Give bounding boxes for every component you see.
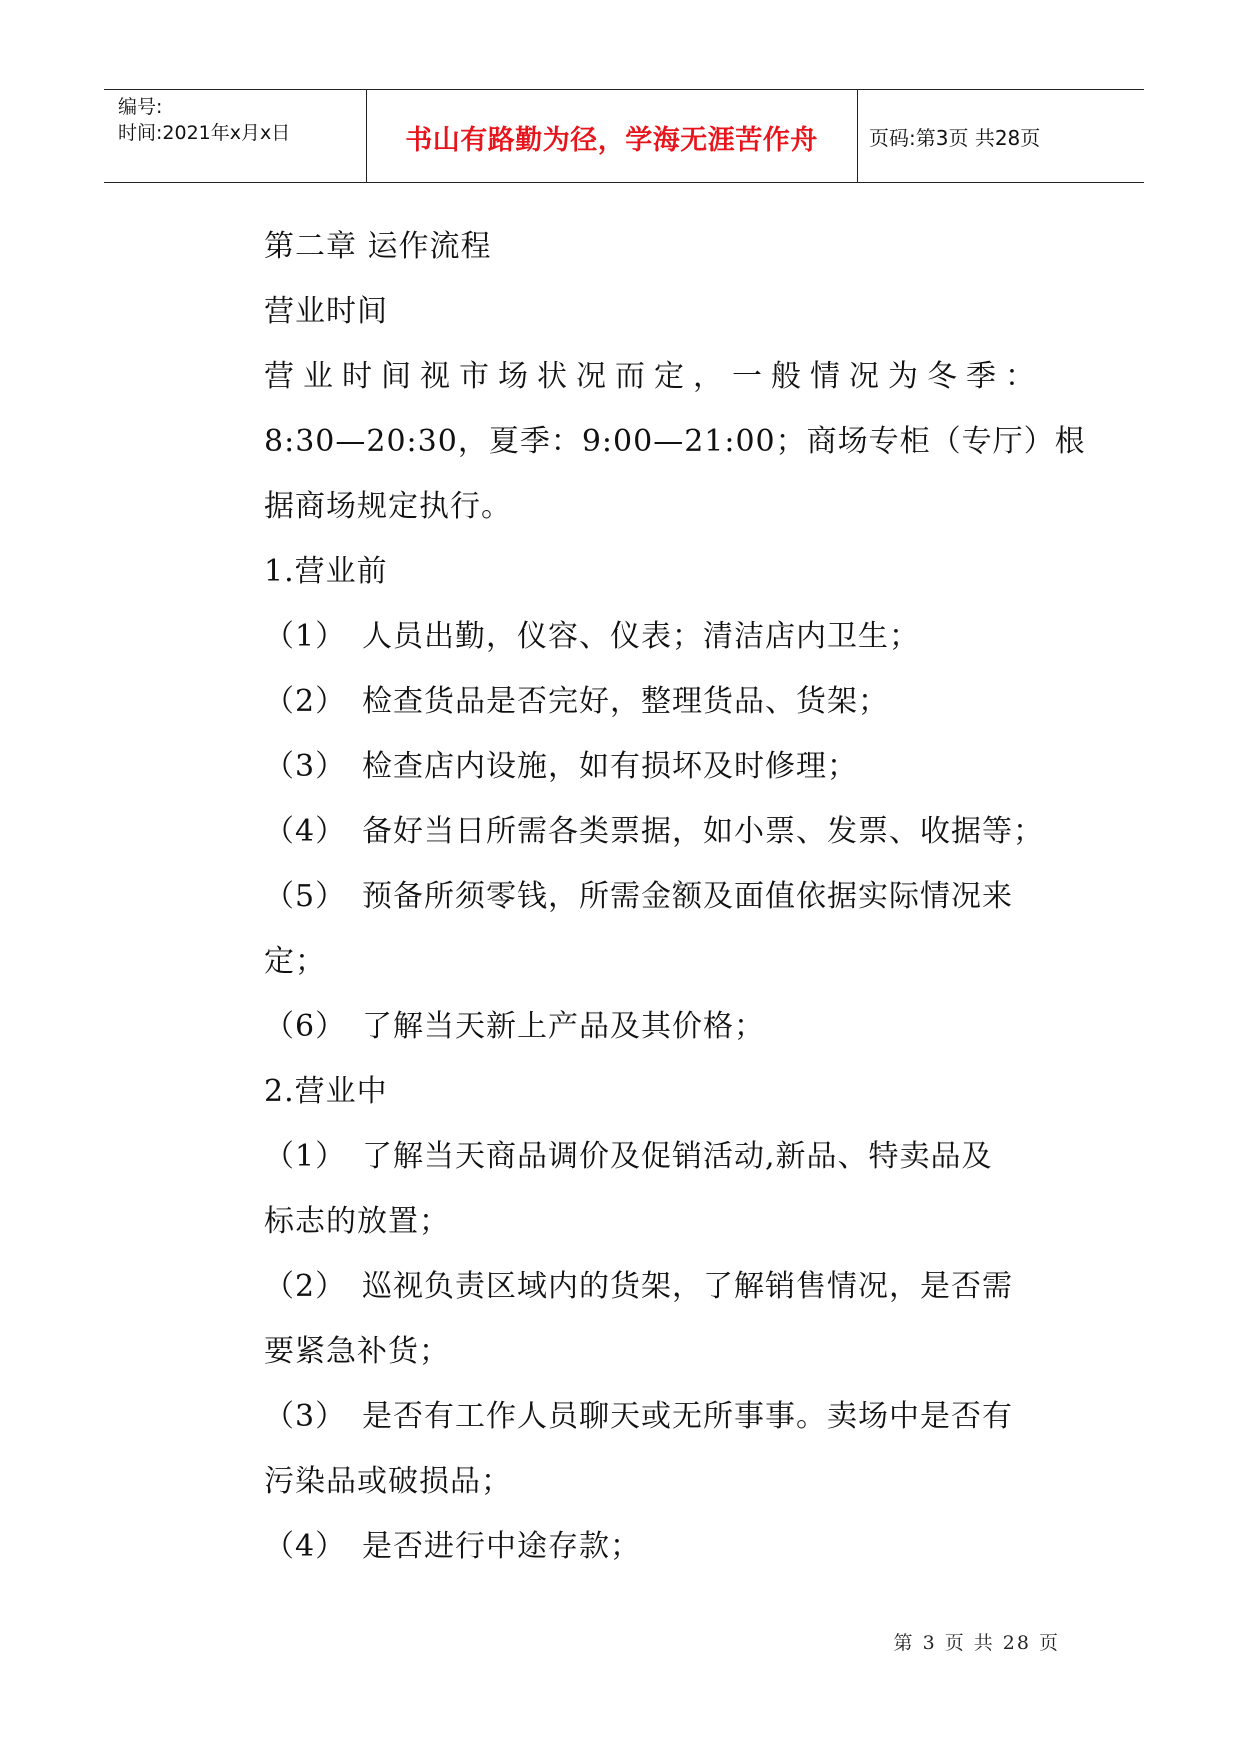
item-number: （2） — [264, 1269, 347, 1304]
item-text: 是否进行中途存款； — [362, 1529, 641, 1564]
item-text: 检查货品是否完好，整理货品、货架； — [362, 684, 889, 719]
list-item — [264, 929, 1064, 994]
list-item — [264, 669, 1064, 734]
subsection-title: 2.营业中 — [264, 1074, 388, 1109]
item-number: （6） — [264, 1009, 347, 1044]
item-number: （5） — [264, 879, 347, 914]
item-text: 巡视负责区域内的货架，了解销售情况，是否需 — [362, 1269, 1013, 1304]
list-item — [264, 1319, 1064, 1384]
list-item — [264, 1384, 1064, 1449]
list-item — [264, 864, 1064, 929]
item-text: 预备所须零钱，所需金额及面值依据实际情况来 — [362, 879, 1013, 914]
item-text: 人员出勤，仪容、仪表；清洁店内卫生； — [362, 619, 920, 654]
item-number: （2） — [264, 684, 347, 719]
list-item — [264, 994, 1064, 1059]
item-text: 要紧急补货； — [264, 1334, 450, 1369]
item-number: （1） — [264, 619, 347, 654]
header-page-label: 页码:第3页 共28页 — [869, 126, 1041, 150]
item-number: （4） — [264, 814, 347, 849]
item-text: 检查店内设施，如有损坏及时修理； — [362, 749, 858, 784]
header-divider — [857, 90, 858, 182]
header-meta — [118, 94, 290, 146]
header-motto: 书山有路勤为径，学海无涯苦作舟 — [405, 125, 818, 156]
paragraph-line: 据商场规定执行。 — [264, 489, 512, 524]
section-title: 营业时间 — [264, 294, 388, 329]
list-item — [264, 604, 1064, 669]
item-number: （1） — [264, 1139, 347, 1174]
item-text: 标志的放置； — [264, 1204, 450, 1239]
item-number: （3） — [264, 1399, 347, 1434]
list-item — [264, 799, 1064, 864]
subsection-title: 1.营业前 — [264, 554, 388, 589]
time-label: 时间:2021年x月x日 — [118, 122, 291, 144]
list-item — [264, 1449, 1064, 1514]
item-text: 了解当天新上产品及其价格； — [362, 1009, 765, 1044]
item-text: 备好当日所需各类票据，如小票、发票、收据等； — [362, 814, 1044, 849]
item-text: 了解当天商品调价及促销活动,新品、特卖品及 — [362, 1139, 993, 1174]
list-item — [264, 1189, 1064, 1254]
item-text: 是否有工作人员聊天或无所事事。卖场中是否有 — [362, 1399, 1013, 1434]
document-body — [264, 214, 1086, 1579]
list-item — [264, 1514, 1064, 1579]
list-item — [264, 1254, 1064, 1319]
list-item — [264, 1124, 1064, 1189]
document-header — [104, 89, 1144, 183]
page-footer: 第 3 页 共 28 页 — [893, 1632, 1060, 1654]
chapter-title: 第二章 运作流程 — [264, 229, 492, 264]
item-text: 定； — [264, 944, 326, 979]
item-text: 污染品或破损品； — [264, 1464, 512, 1499]
serial-label: 编号: — [118, 96, 163, 118]
subsection-list — [264, 604, 1064, 1059]
list-item — [264, 734, 1064, 799]
item-number: （4） — [264, 1529, 347, 1564]
item-number: （3） — [264, 749, 347, 784]
paragraph-line: 营业时间视市场状况而定，一般情况为冬季： — [264, 359, 1044, 394]
paragraph-line: 8:30—20:30，夏季：9:00—21:00；商场专柜（专厅）根 — [264, 424, 1086, 459]
subsection-list — [264, 1124, 1064, 1579]
